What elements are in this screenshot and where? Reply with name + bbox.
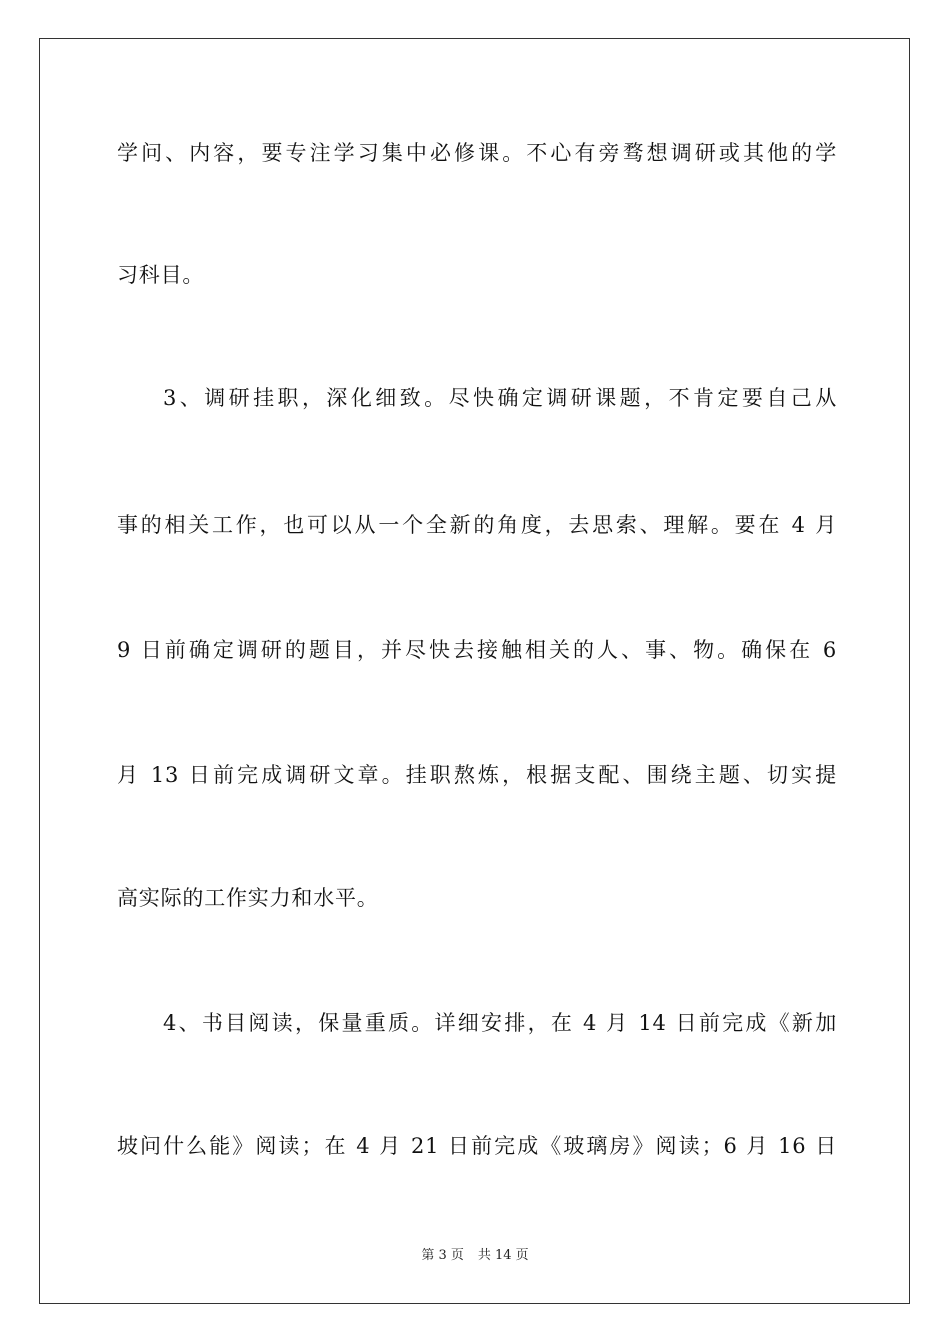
paragraph-line: 习科目。 <box>117 263 205 287</box>
paragraph-line: 高实际的工作实力和水平。 <box>117 886 379 910</box>
page-number: 第 3 页 <box>421 1248 464 1263</box>
paragraph-line: 4、书目阅读，保量重质。详细安排，在 4 月 14 日前完成《新加 <box>163 1011 837 1035</box>
paragraph-line: 事的相关工作，也可以从一个全新的角度，去思索、理解。要在 4 月 <box>117 513 837 537</box>
page-footer <box>0 1247 950 1265</box>
paragraph-line: 3、调研挂职，深化细致。尽快确定调研课题，不肯定要自己从 <box>163 386 837 410</box>
page-total: 共 14 页 <box>477 1248 529 1263</box>
paragraph-line: 坡问什么能》阅读；在 4 月 21 日前完成《玻璃房》阅读；6 月 16 日 <box>117 1134 837 1158</box>
page-border <box>39 38 910 1304</box>
paragraph-line: 月 13 日前完成调研文章。挂职熬炼，根据支配、围绕主题、切实提 <box>117 763 837 787</box>
paragraph-line: 学问、内容，要专注学习集中必修课。不心有旁骛想调研或其他的学 <box>117 141 837 165</box>
paragraph-line: 9 日前确定调研的题目，并尽快去接触相关的人、事、物。确保在 6 <box>117 638 837 662</box>
